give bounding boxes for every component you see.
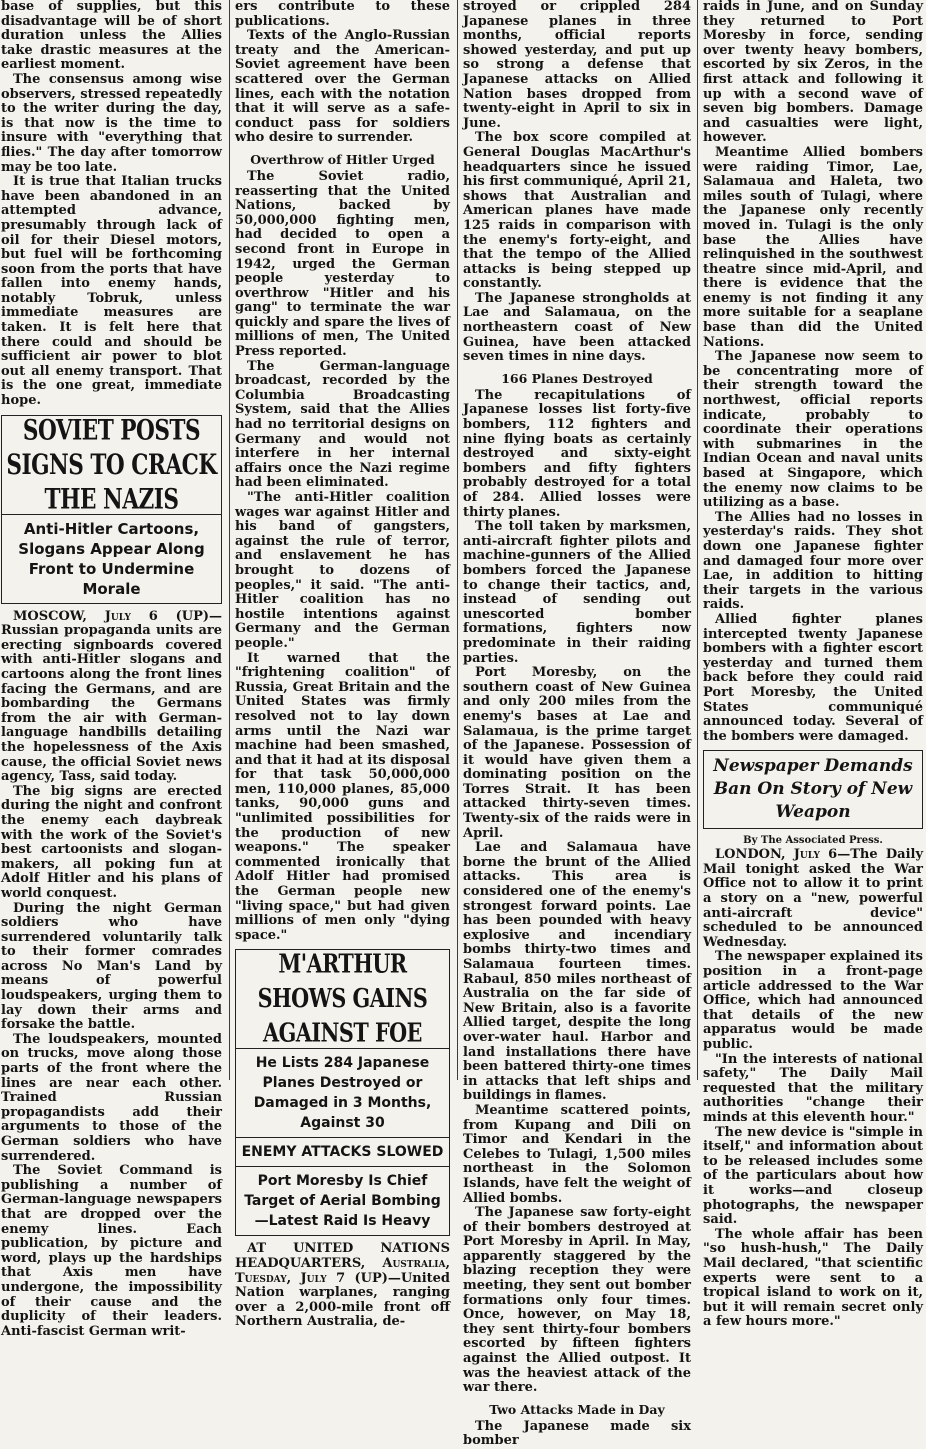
dateline: AT UNITED NATIONS HEADQUARTERS, Australia, Tuesday, July 7 (UP)—	[235, 1241, 450, 1286]
column-rule	[229, 0, 230, 1080]
paragraph: LONDON, July 6—The Daily Mail tonight asked the War Office not to allow it to print a story on a "new, powerful anti-aircraft device" scheduled to be announced Wednesday.	[703, 847, 923, 950]
macarthur-headline-box	[235, 949, 450, 1236]
paragraph: The Allies had no losses in yesterday's raids. They shot down one Japanese fighter and damaged four more over Lae, in addition to hitting their targets in the various raids.	[703, 509, 923, 613]
column-4	[700, 0, 926, 1330]
paragraph: The whole affair has been "so hush-hush," The Daily Mail declared, "that scientific experts were sent to a tropical island to work on it, but it will remain secret only a few hours more."	[703, 1226, 923, 1330]
paragraph: The Japanese made six bomber	[463, 1418, 691, 1449]
paragraph: During the night German soldiers who have surrendered voluntarily talk to their former comrades across No Man's Land by means of powerful loudspeakers, urging them to lay down their arms and forsake the battle.	[1, 900, 222, 1033]
paragraph: The big signs are erected during the night and confront the enemy each daybreak with the work of the Soviet's best cartoonists and slogan-makers, all poking fun at Adolf Hitler and his plans of world conquest.	[1, 783, 222, 901]
paragraph: The toll taken by marksmen, anti-aircraft fighter pilots and machine-gunners of the Allied bombers forced the Japanese to change their tactics, and, instead of sending out unescorted bomber formations, fighters now predominate in their raiding parties.	[463, 519, 691, 666]
paragraph: The Japanese saw forty-eight of their bombers destroyed at Port Moresby in April. In May, apparently staggered by the blazing reception they were meeting, they sent out bomber formations only four times. Once, however, on May 18, they sent thirty-four bombers escorted by fifteen fighters against the Allied outpost. It was the heaviest attack of the war there.	[463, 1205, 691, 1396]
column-rule	[697, 0, 698, 1080]
dateline: MOSCOW, July 6 (UP)—	[13, 608, 222, 624]
paragraph: The consensus among wise observers, stressed repeatedly to the writer during the day, is that now is the time to insure with "everything that flies." The day after tomorrow may be too late.	[1, 71, 222, 175]
column-2	[232, 0, 454, 1330]
paragraph: Allied fighter planes intercepted twenty Japanese bombers with a fighter escort yesterday and turned them back before they could raid Port Moresby, the United States communiqué announced today. Several of the bombers were damaged.	[703, 611, 923, 744]
paragraph: Lae and Salamaua have borne the brunt of the Allied attacks. This area is considered one of the enemy's strongest forward points. Lae has been pounded with heavy explosive and incendiary bombs thirty-two times and Salamaua fourteen times. Rabaul, 850 miles northeast of Australia on the far side of New Britain, also is a favorite Allied target, despite the long over-water haul. Harbor and land installations there have been battered thirty-one times in attacks that left ships and buildings in flames.	[463, 840, 691, 1104]
paragraph: ers contribute to these publications.	[235, 0, 450, 29]
paragraph: "In the interests of national safety," The Daily Mail requested that the military authorities "change their minds at this eleventh hour."	[703, 1051, 923, 1125]
soviet-article-headline-box	[1, 412, 222, 604]
subhead: Two Attacks Made in Day	[489, 1401, 665, 1417]
subhead: Overthrow of Hitler Urged	[250, 151, 435, 167]
paragraph: "The anti-Hitler coalition wages war against Hitler and his band of gangsters, against the rule of terror, and enslavement he has brought to dozens of peoples," it said. "The anti-Hitler coalition has no hostile intentions against Germany and the German people."	[235, 490, 450, 651]
deck: ENEMY ATTACKS SLOWED	[236, 1137, 449, 1166]
newspaper-ban-headline-box	[703, 750, 923, 829]
paragraph: The Japanese now seem to be concentrating more of their strength toward the northwest, official reports indicate, probably to coordinate their operations with submarines in the Indian Ocean and naval units based at Singapore, which the enemy now claims to be utilizing as a base.	[703, 349, 923, 511]
paragraph: Meantime Allied bombers were raiding Timor, Lae, Salamaua and Haleta, two miles south of Tulagi, where the Japanese only recently moved in. Tulagi is the only base the Allies have relinquished in the southwest theatre since mid-April, and there is evidence that the enemy is not finding it any more suitable for a seaplane base than did the United Nations.	[703, 144, 923, 350]
byline: By The Associated Press.	[743, 835, 883, 847]
paragraph: The newspaper explained its position in a front-page article addressed to the War Office, which had announced that details of the new apparatus would be made public.	[703, 949, 923, 1052]
paragraph: Meantime scattered points, from Kupang and Dili on Timor and Kendari in the Celebes to Tulagi, 1,500 miles northeast in the Solomon Islands, have felt the weight of Allied bombs.	[463, 1102, 691, 1206]
paragraph: It warned that the "frightening coalition" of Russia, Great Britain and the United States was firmly resolved not to lay down arms until the Nazi war machine had been smashed, and that it had at its disposal for that task 50,000,000 men, 110,000 planes, 85,000 tanks, 90,000 guns and "unlimited possibilities for the production of new weapons." The speaker commented ironically that Adolf Hitler had promised the German people new "living space," but had given millions of men only "dying space."	[235, 650, 450, 943]
headline: M'ARTHUR SHOWS GAINS AGAINST FOE	[257, 948, 428, 1049]
paragraph: raids in June, and on Sunday they returned to Port Moresby in force, sending over twenty heavy bombers, escorted by six Zeros, in the first attack and following it up with a second wave of seven big bombers. Damage and casualties were light, however.	[703, 0, 923, 146]
paragraph: It is true that Italian trucks have been abandoned in an attempted advance, presumably through lack of oil for their Diesel motors, but fuel will be forthcoming soon from the ports that have fallen into enemy hands, notably Tobruk, unless immediate measures are taken. It is felt here that there could and should be sufficient air power to blot out all enemy transport. That is the one great, immediate hope.	[1, 174, 222, 409]
deck: He Lists 284 Japanese Planes Destroyed or Damaged in 3 Months, Against 30	[236, 1048, 449, 1137]
column-3	[460, 0, 695, 1449]
paragraph: The German-language broadcast, recorded by the Columbia Broadcasting System, said that the Allies had no territorial designs on Germany and would not interfere in her internal affairs once the Nazi regime had been eliminated.	[235, 358, 450, 491]
paragraph: The loudspeakers, mounted on trucks, move along those parts of the front where the lines are near each other. Trained Russian propagandists add their arguments to those of the German soldiers who have surrendered.	[1, 1031, 222, 1164]
paragraph: stroyed or crippled 284 Japanese planes in three months, official reports showed yesterday, and put up so strong a defense that Japanese attacks on Allied Nation bases dropped from twenty-eight in April to six in June.	[463, 0, 691, 131]
column-1	[0, 0, 226, 1339]
paragraph: The recapitulations of Japanese losses list forty-five bombers, 112 fighters and nine flying boats as certainly destroyed and sixty-eight bombers and fifty fighters probably destroyed for a total of 284. Allied losses were thirty planes.	[463, 387, 691, 520]
paragraph: The Soviet radio, reasserting that the United Nations, backed by 50,000,000 fighting men, had decided to open a second front in Europe in 1942, urged the German people yesterday to overthrow "Hitler and his gang" to terminate the war quickly and spare the lives of millions of men, The United Press reported.	[235, 168, 450, 360]
paragraph: The new device is "simple in itself," and information about to be released includes some of the particulars about how it works—and closeup photographs, the newspaper said.	[703, 1124, 923, 1228]
paragraph: The Japanese strongholds at Lae and Salamaua, on the northeastern coast of New Guinea, have been attacked seven times in nine days.	[463, 290, 691, 365]
paragraph: MOSCOW, July 6 (UP)—Russian propaganda units are erecting signboards covered with anti-Hitler slogans and cartoons along the front lines facing the Germans, and are bombarding the Germans from the air with German-language handbills detailing the hopelessness of the Axis cause, the official Soviet news agency, Tass, said today.	[1, 608, 222, 785]
paragraph: base of supplies, but this disadvantage will be of short duration unless the Allies take drastic measures at the earliest moment.	[1, 0, 222, 73]
paragraph: The Soviet Command is publishing a number of German-language newspapers that are dropped over the enemy lines. Each publication, by picture and word, plays up the hardships that Axis men have undergone, the impossibility of their cause and the duplicity of their leaders. Anti-fascist German writ-	[1, 1163, 222, 1339]
headline: SOVIET POSTS SIGNS TO CRACK THE NAZIS	[6, 412, 217, 516]
paragraph: The box score compiled at General Douglas MacArthur's headquarters since he issued his first communiqué, April 21, shows that Australian and American planes have made 125 raids in comparison with the enemy's forty-eight, and that the tempo of the Allied attacks is being stepped up constantly.	[463, 130, 691, 292]
dateline: LONDON, July 6—	[715, 847, 851, 863]
column-rule	[457, 0, 458, 1080]
deck: Port Moresby Is Chief Target of Aerial Bombing—Latest Raid Is Heavy	[236, 1166, 449, 1235]
deck: Anti-Hitler Cartoons, Slogans Appear Along Front to Undermine Morale	[2, 514, 221, 603]
paragraph: Port Moresby, on the southern coast of New Guinea and only 200 miles from the enemy's bases at Lae and Salamaua, is the prime target of the Japanese. Possession of it would have given them a dominating position on the Torres Strait. It has been attacked thirty-seven times. Twenty-six of the raids were in April.	[463, 665, 691, 841]
paragraph: Texts of the Anglo-Russian treaty and the American-Soviet agreement have been scattered over the German lines, each with the notation that it will serve as a safe-conduct pass for soldiers who desire to surrender.	[235, 28, 450, 146]
subhead: 166 Planes Destroyed	[501, 370, 653, 386]
paragraph: AT UNITED NATIONS HEADQUARTERS, Australia, Tuesday, July 7 (UP)—United Nation warplanes, ranging over a 2,000-mile front off Northern Australia, de-	[235, 1241, 450, 1330]
headline: Newspaper Demands Ban On Story of New Weapon	[713, 756, 913, 823]
